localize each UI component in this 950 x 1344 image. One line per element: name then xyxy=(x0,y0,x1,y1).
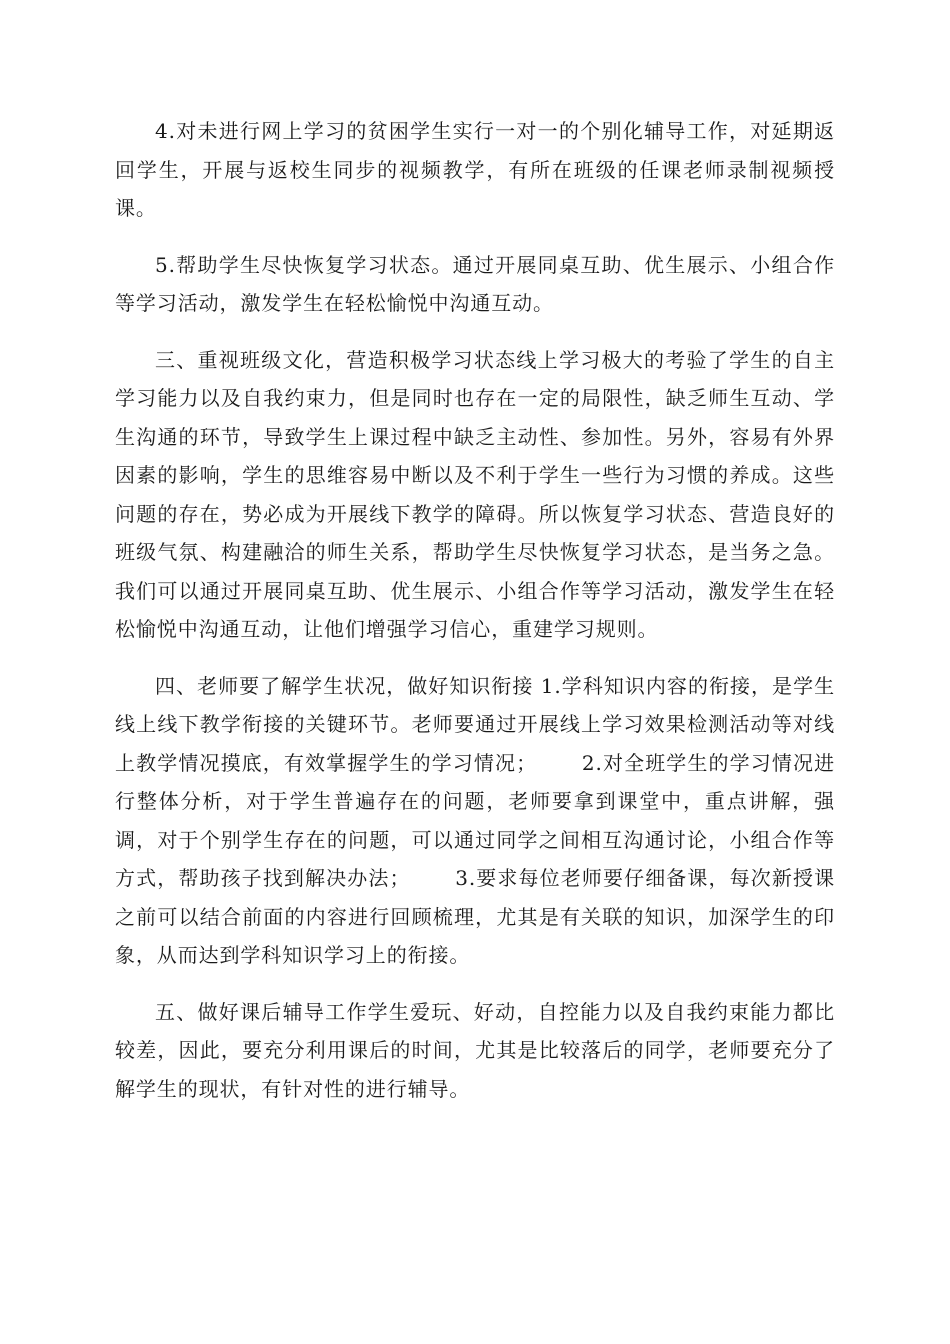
document-body xyxy=(115,112,835,1126)
paragraph-item-4: 4.对未进行网上学习的贫困学生实行一对一的个别化辅导工作，对延期返回学生，开展与返校生同步的视频教学，有所在班级的任课老师录制视频授课。 xyxy=(115,119,835,220)
paragraph-section-5: 五、做好课后辅导工作学生爱玩、好动，自控能力以及自我约束能力都比较差，因此，要充分利用课后的时间，尤其是比较落后的同学，老师要充分了解学生的现状，有针对性的进行辅导。 xyxy=(115,999,835,1101)
paragraph-section-3: 三、重视班级文化，营造积极学习状态线上学习极大的考验了学生的自主学习能力以及自我约束力，但是同时也存在一定的局限性，缺乏师生互动、学生沟通的环节，导致学生上课过程中缺乏主动性、参加性。另外，容易有外界因素的影响，学生的思维容易中断以及不利于学生一些行为习惯的养成。这些问题的存在，势必成为开展线下教学的障碍。所以恢复学习状态、营造良好的班级气氛、构建融洽的师生关系，帮助学生尽快恢复学习状态，是当务之急。我们可以通过开展同桌互助、优生展示、小组合作等学习活动，激发学生在轻松愉悦中沟通互动，让他们增强学习信心，重建学习规则。 xyxy=(115,347,835,641)
paragraph-section-4: 四、老师要了解学生状况，做好知识衔接 1.学科知识内容的衔接，是学生线上线下教学衔接的关键环节。老师要通过开展线上学习效果检测活动等对线上教学情况摸底，有效掌握学生的学习情况； 2.对全班学生的学习情况进行整体分析，对于学生普遍存在的问题，老师要拿到课堂中，重点讲解，强调，对于个别学生存在的问题，可以通过同学之间相互沟通讨论，小组合作等方式，帮助孩子找到解决办法； 3.要求每位老师要仔细备课，每次新授课之前可以结合前面的内容进行回顾梳理，尤其是有关联的知识，加深学生的印象，从而达到学科知识学习上的衔接。 xyxy=(115,673,835,967)
paragraph-item-5: 5.帮助学生尽快恢复学习状态。通过开展同桌互助、优生展示、小组合作等学习活动，激发学生在轻松愉悦中沟通互动。 xyxy=(115,252,835,315)
